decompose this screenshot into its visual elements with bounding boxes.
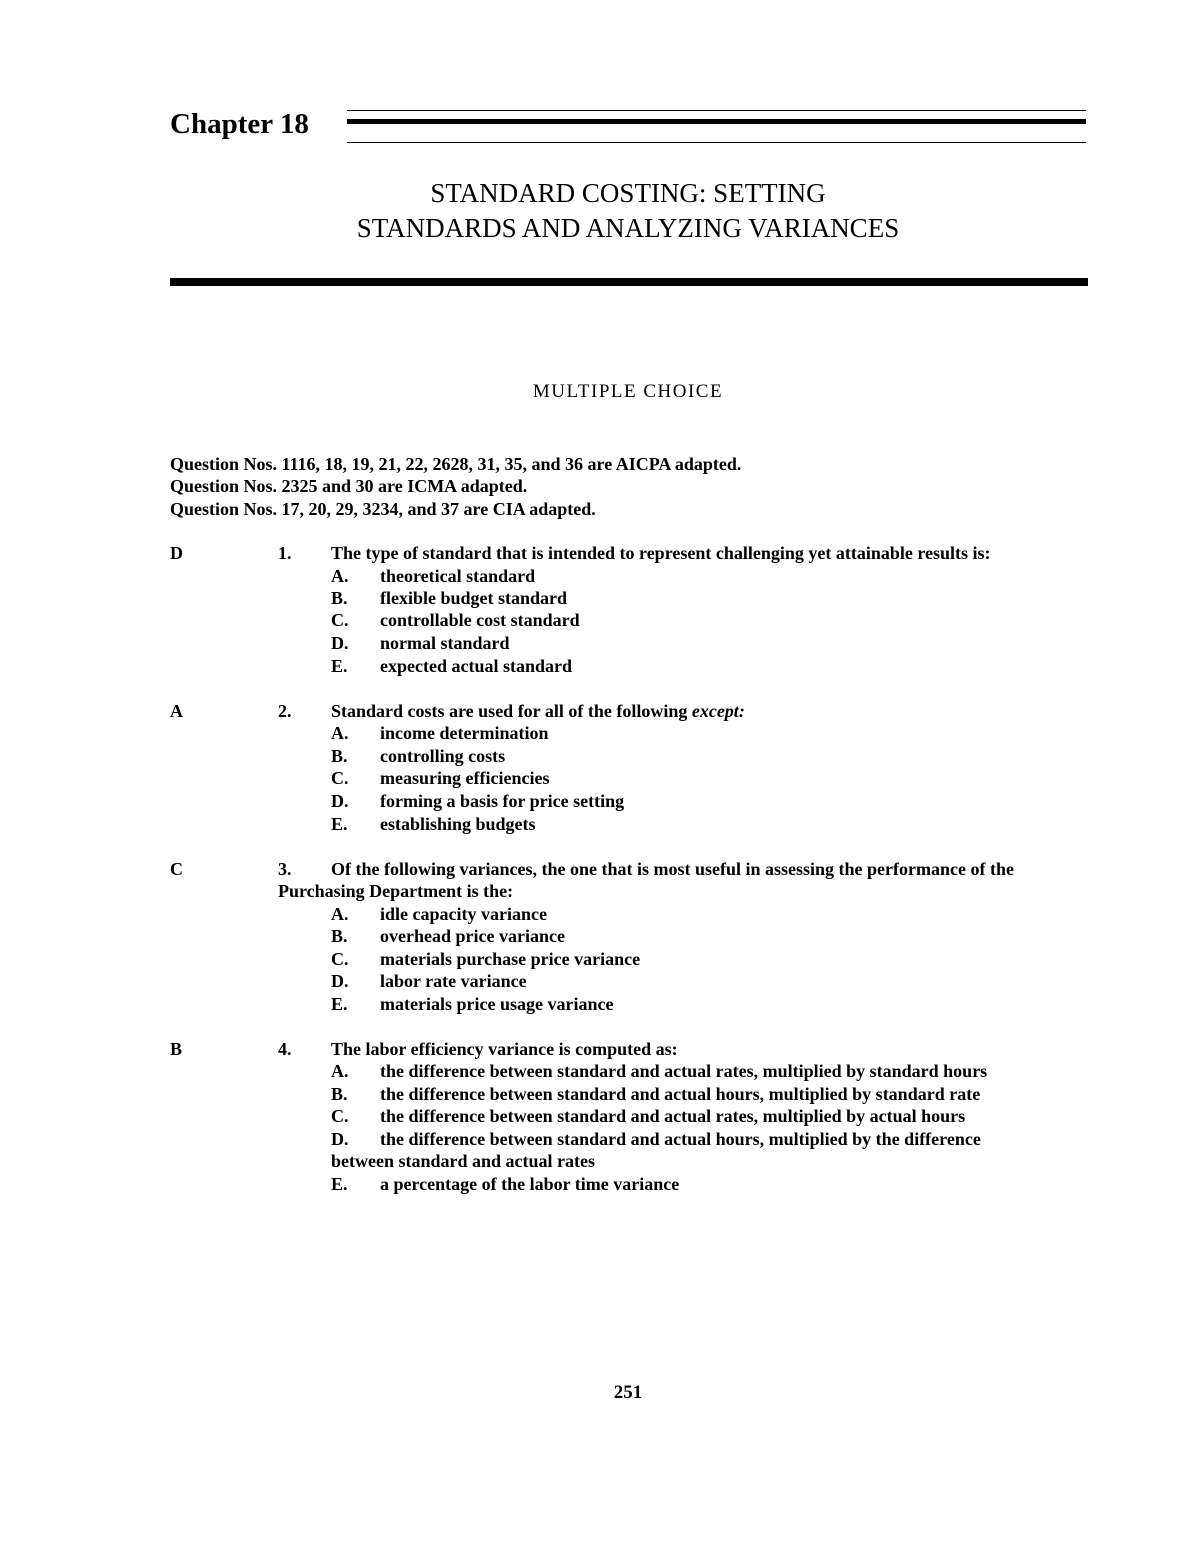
title-rule: [170, 278, 1088, 286]
question-number: 1.: [278, 543, 292, 563]
option-letter: C.: [331, 949, 349, 969]
option-letter: B.: [331, 588, 348, 608]
option-text: flexible budget standard: [380, 588, 568, 608]
option-text-continuation: between standard and actual rates: [331, 1151, 595, 1171]
option-text: controllable cost standard: [380, 610, 580, 630]
option-text: overhead price variance: [380, 926, 565, 946]
option-text: materials purchase price variance: [380, 949, 641, 969]
option-letter: C.: [331, 1106, 349, 1126]
question-stem-emphasis: except:: [691, 701, 745, 721]
option-text: income determination: [380, 723, 549, 743]
header-rule-top: [347, 110, 1086, 111]
option-text: theoretical standard: [380, 566, 536, 586]
section-heading: MULTIPLE CHOICE: [532, 381, 724, 402]
option-text: idle capacity variance: [380, 904, 547, 924]
option-letter: E.: [331, 1174, 348, 1194]
option-text: expected actual standard: [380, 656, 572, 676]
option-letter: D.: [331, 971, 349, 991]
answer-key: C: [170, 859, 183, 879]
option-letter: A.: [331, 723, 349, 743]
source-note: Question Nos. 2325 and 30 are ICMA adapted.: [170, 476, 528, 496]
option-text: labor rate variance: [380, 971, 527, 991]
source-note: Question Nos. 1116, 18, 19, 21, 22, 2628, 31, 35, and 36 are AICPA adapted.: [170, 454, 742, 474]
chapter-title-line-1: STANDARD COSTING: SETTING: [430, 178, 826, 208]
option-text: the difference between standard and actual hours, multiplied by standard rate: [380, 1084, 981, 1104]
option-letter: B.: [331, 746, 348, 766]
question-stem: Of the following variances, the one that is most useful in assessing the performance of the: [331, 859, 1014, 879]
answer-key: A: [170, 701, 183, 721]
page-number: 251: [613, 1382, 643, 1403]
question-number: 2.: [278, 701, 292, 721]
option-letter: E.: [331, 994, 348, 1014]
option-text: establishing budgets: [380, 814, 536, 834]
option-text: the difference between standard and actual rates, multiplied by actual hours: [380, 1106, 966, 1126]
option-text: controlling costs: [380, 746, 506, 766]
question-stem-continuation: Purchasing Department is the:: [278, 881, 514, 901]
answer-key: B: [170, 1039, 183, 1059]
chapter-label: Chapter 18: [170, 108, 309, 140]
question-stem: [331, 701, 745, 722]
option-letter: A.: [331, 566, 349, 586]
chapter-title-line-2: STANDARDS AND ANALYZING VARIANCES: [356, 213, 900, 243]
option-letter: D.: [331, 791, 349, 811]
option-text: the difference between standard and actual rates, multiplied by standard hours: [380, 1061, 988, 1081]
option-letter: C.: [331, 610, 349, 630]
option-letter: B.: [331, 1084, 348, 1104]
option-letter: D.: [331, 1129, 349, 1149]
option-letter: E.: [331, 814, 348, 834]
option-letter: D.: [331, 633, 349, 653]
option-letter: A.: [331, 1061, 349, 1081]
question-stem: The labor efficiency variance is computed as:: [331, 1039, 678, 1059]
question-number: 3.: [278, 859, 292, 879]
option-letter: B.: [331, 926, 348, 946]
option-text: a percentage of the labor time variance: [380, 1174, 680, 1194]
source-note: Question Nos. 17, 20, 29, 3234, and 37 are CIA adapted.: [170, 499, 596, 519]
answer-key: D: [170, 543, 183, 563]
question-stem: The type of standard that is intended to represent challenging yet attainable results is:: [331, 543, 991, 563]
question-stem-text: Standard costs are used for all of the following: [331, 701, 688, 721]
option-letter: E.: [331, 656, 348, 676]
option-letter: C.: [331, 768, 349, 788]
header-rule-thick: [347, 119, 1086, 124]
option-text: the difference between standard and actual hours, multiplied by the difference: [380, 1129, 981, 1149]
question-number: 4.: [278, 1039, 292, 1059]
option-text: forming a basis for price setting: [380, 791, 625, 811]
option-text: materials price usage variance: [380, 994, 614, 1014]
option-letter: A.: [331, 904, 349, 924]
header-rule-bottom: [347, 142, 1086, 143]
option-text: normal standard: [380, 633, 510, 653]
option-text: measuring efficiencies: [380, 768, 550, 788]
chapter-title: [170, 176, 1086, 246]
